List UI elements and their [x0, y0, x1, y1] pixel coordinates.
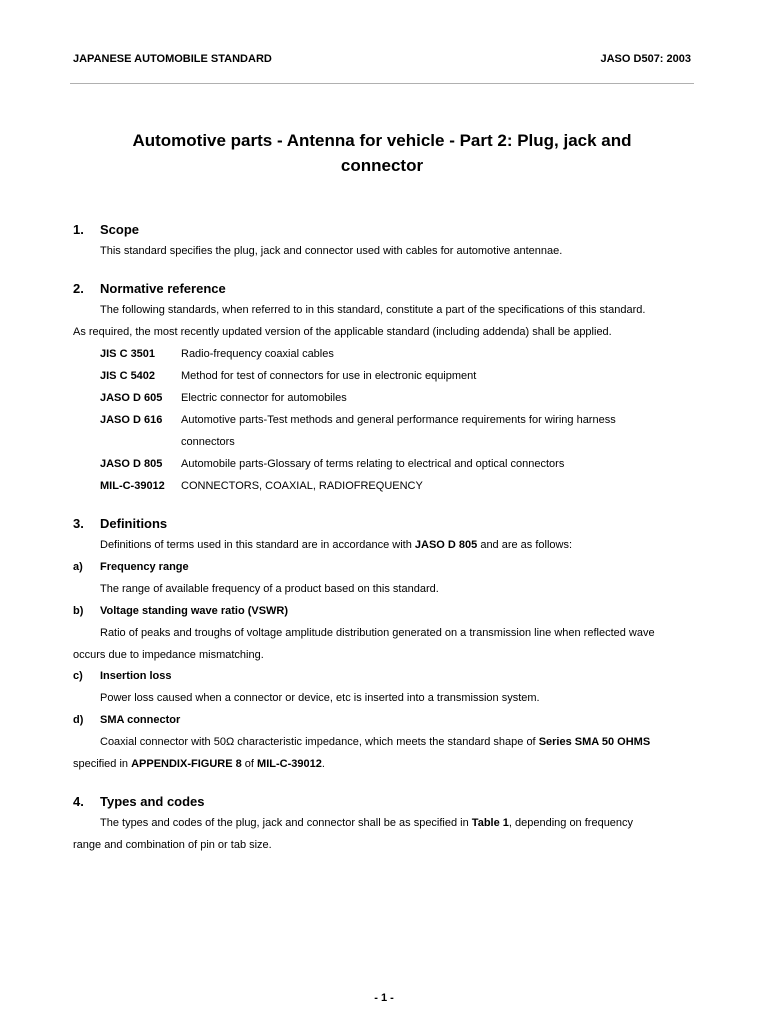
title-line-1: Automotive parts - Antenna for vehicle - Part 2: Plug, jack and: [132, 131, 632, 150]
types-text-part: , depending on frequency: [508, 817, 634, 829]
section-number: 3.: [73, 516, 84, 531]
page-number: - 1 -: [374, 992, 394, 1004]
definition-text-continued: [73, 758, 325, 770]
section-types-heading: [73, 794, 205, 809]
reference-code: JASO D 605: [100, 392, 163, 404]
page-header: [73, 53, 691, 69]
reference-code: JIS C 5402: [100, 370, 156, 382]
title-line-2: connector: [340, 156, 424, 175]
section-definitions-heading: [73, 516, 167, 531]
section-title: Scope: [100, 222, 140, 237]
reference-code: MIL-C-39012: [100, 480, 165, 492]
definition-term: Frequency range: [100, 561, 189, 573]
definition-letter: b): [73, 605, 84, 617]
definition-text-bold: APPENDIX-FIGURE 8: [131, 758, 242, 770]
definition-letter: c): [73, 670, 83, 682]
definition-text: Ratio of peaks and troughs of voltage amplitude distribution generated on a transmission line when reflected wave: [100, 627, 655, 639]
section-number: 2.: [73, 281, 84, 296]
types-text-part: The types and codes of the plug, jack and connector shall be as specified in: [100, 817, 472, 829]
intro-reference: JASO D 805: [414, 539, 478, 551]
reference-description: Automotive parts-Test methods and general performance requirements for wiring harness: [181, 414, 616, 426]
reference-code: JIS C 3501: [100, 348, 156, 360]
intro-text-end: and are as follows:: [477, 539, 573, 551]
reference-description: Electric connector for automobiles: [181, 392, 347, 404]
intro-text: Definitions of terms used in this standard are in accordance with: [100, 539, 415, 551]
definition-text-part: Coaxial connector with 50Ω characteristic impedance, which meets the standard shape of: [100, 736, 539, 748]
definition-text-bold: Series SMA 50 OHMS: [538, 736, 651, 748]
scope-text: This standard specifies the plug, jack and connector used with cables for automotive antennae.: [100, 245, 563, 257]
reference-code: JASO D 616: [100, 414, 163, 426]
definition-text: The range of available frequency of a product based on this standard.: [100, 583, 439, 595]
normative-text-line-2: As required, the most recently updated version of the applicable standard (including addenda) shall be applied.: [73, 326, 612, 338]
definition-term: SMA connector: [100, 714, 181, 726]
section-title: Types and codes: [100, 794, 205, 809]
definition-text-part: of: [241, 758, 258, 770]
definition-letter: d): [73, 714, 84, 726]
reference-description: CONNECTORS, COAXIAL, RADIOFREQUENCY: [181, 480, 423, 492]
reference-description: Method for test of connectors for use in electronic equipment: [181, 370, 477, 382]
reference-description-continued: connectors: [181, 436, 235, 448]
definition-text: Power loss caused when a connector or device, etc is inserted into a transmission system.: [100, 692, 540, 704]
section-title: Normative reference: [100, 281, 226, 296]
definitions-intro: [100, 539, 572, 551]
header-standard-code: JASO D507: 2003: [600, 53, 691, 65]
section-title: Definitions: [100, 516, 168, 531]
reference-code: JASO D 805: [100, 458, 163, 470]
definition-text-part: .: [321, 758, 325, 770]
header-standard-name: JAPANESE AUTOMOBILE STANDARD: [73, 53, 272, 65]
reference-description: Radio-frequency coaxial cables: [181, 348, 334, 360]
section-scope-heading: [73, 222, 139, 237]
definition-text: [100, 736, 650, 748]
definition-text-bold: MIL-C-39012: [257, 758, 322, 770]
definition-text-part: specified in: [73, 758, 132, 770]
definition-term: Voltage standing wave ratio (VSWR): [100, 605, 289, 617]
types-table-reference: Table 1: [471, 817, 509, 829]
definition-text-continued: occurs due to impedance mismatching.: [73, 649, 264, 661]
types-text-line-1: [100, 817, 633, 829]
types-text-line-2: range and combination of pin or tab size.: [73, 839, 272, 851]
definition-letter: a): [73, 561, 83, 573]
section-number: 4.: [73, 794, 84, 809]
normative-text-line-1: The following standards, when referred to in this standard, constitute a part of the specifications of this standard.: [100, 304, 646, 316]
section-number: 1.: [73, 222, 84, 237]
reference-description: Automobile parts-Glossary of terms relating to electrical and optical connectors: [181, 458, 565, 470]
header-divider: [70, 83, 694, 84]
document-title: [70, 128, 694, 178]
section-normative-heading: [73, 281, 226, 296]
definition-term: Insertion loss: [100, 670, 172, 682]
